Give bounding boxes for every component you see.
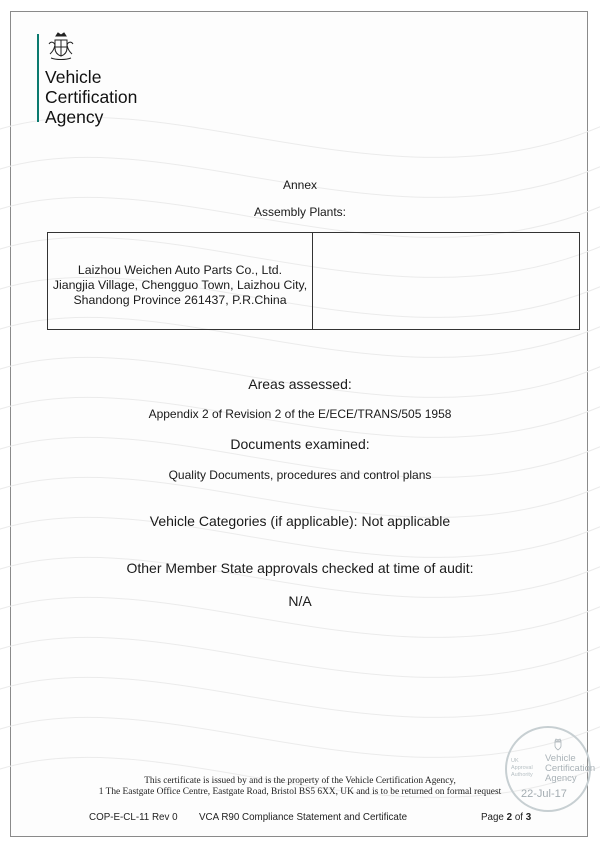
- logo-line: Vehicle: [45, 67, 102, 87]
- page-total: 3: [525, 812, 532, 823]
- page-number: [481, 812, 531, 823]
- plant-address-cell: [48, 233, 313, 329]
- logo-line: Agency: [45, 107, 104, 127]
- empty-plant-cell: [313, 233, 579, 329]
- plant-address-line: Jiangjia Village, Chengguo Town, Laizhou City,: [52, 278, 308, 292]
- page-current: 2: [506, 812, 513, 823]
- page-prefix: Page: [481, 812, 504, 823]
- plant-address-line: Shandong Province 261437, P.R.China: [73, 293, 287, 307]
- logo-wordmark: [45, 67, 195, 127]
- documents-examined-text: Quality Documents, procedures and control plans: [168, 468, 432, 482]
- certificate-page: [10, 11, 596, 837]
- stamp-date: 22-Jul-17: [521, 788, 567, 800]
- stamp-name-line: Vehicle: [545, 753, 576, 764]
- other-approvals-value: N/A: [288, 593, 312, 609]
- vca-approval-stamp: [505, 726, 596, 812]
- stamp-side-line: UK: [511, 758, 519, 764]
- background-wave-pattern: [11, 12, 589, 838]
- vehicle-categories-text: Vehicle Categories (if applicable): Not applicable: [149, 513, 451, 529]
- logo-accent-bar: [37, 34, 39, 122]
- stamp-side-line: Authority: [511, 772, 533, 778]
- annex-title: Annex: [282, 178, 318, 192]
- issued-notice-line: This certificate is issued by and is the property of the Vehicle Certification Agency,: [144, 776, 456, 786]
- assembly-plants-table: [47, 232, 580, 330]
- areas-assessed-text: Appendix 2 of Revision 2 of the E/ECE/TRANS/505 1958: [148, 407, 452, 421]
- stamp-side-line: Approval: [511, 765, 533, 771]
- logo-line: Certification: [45, 87, 138, 107]
- stamp-agency-name: [545, 754, 595, 784]
- document-title: VCA R90 Compliance Statement and Certificate: [199, 812, 408, 823]
- stamp-name-line: Certification: [545, 763, 596, 774]
- areas-assessed-heading: Areas assessed:: [248, 376, 352, 392]
- issued-notice-line: 1 The Eastgate Office Centre, Eastgate Road, Bristol BS5 6XX, UK and is to be returned on formal request: [98, 787, 502, 797]
- documents-examined-heading: Documents examined:: [230, 436, 370, 452]
- assembly-plants-label: Assembly Plants:: [253, 205, 347, 219]
- royal-crest-icon: [47, 32, 75, 62]
- plant-address-line: Laizhou Weichen Auto Parts Co., Ltd.: [77, 263, 283, 277]
- issued-notice: [11, 776, 589, 798]
- stamp-crest-icon: [551, 738, 565, 752]
- other-approvals-heading: Other Member State approvals checked at time of audit:: [126, 560, 474, 576]
- stamp-name-line: Agency: [545, 773, 577, 784]
- document-code: COP-E-CL-11 Rev 0: [89, 812, 178, 823]
- stamp-side-text: [511, 758, 533, 779]
- page-of: of: [514, 812, 523, 823]
